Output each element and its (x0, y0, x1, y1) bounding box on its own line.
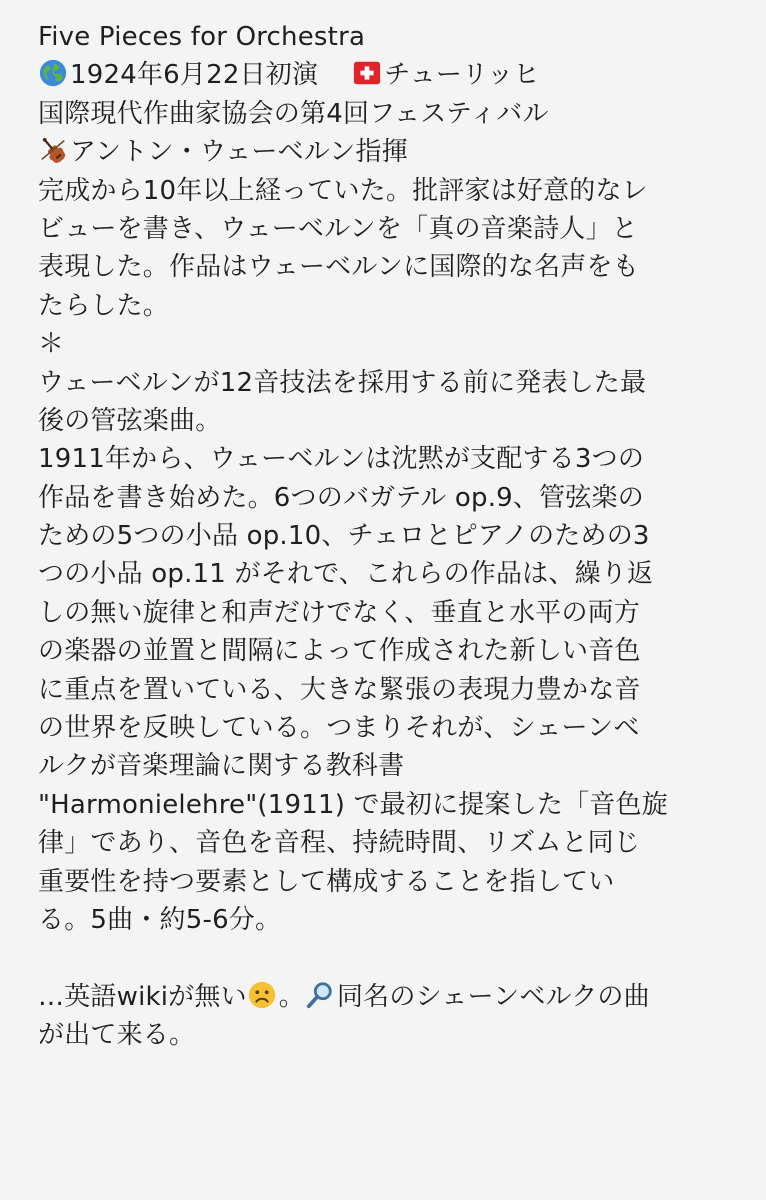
swiss-flag-icon (352, 58, 382, 88)
para3-line: に重点を置いている、大きな緊張の表現力豊かな音 (38, 674, 641, 705)
para3-line: 律」であり、音色を音程、持続時間、リズムと同じ (38, 828, 641, 859)
para3-line: "Harmonielehre"(1911) で最初に提案した「音色旋 (38, 789, 668, 820)
para1-line: 完成から10年以上経っていた。批評家は好意的なレ (38, 175, 648, 206)
footer-text-c: 同名のシェーンベルクの曲 (336, 981, 650, 1012)
globe-icon (38, 58, 68, 88)
festival-line: 国際現代作曲家協会の第4回フェスティバル (38, 98, 549, 129)
para1-line: たらした。 (38, 290, 170, 321)
premiere-city: チューリッヒ (384, 60, 540, 91)
conductor-text: アントン・ウェーベルン指揮 (70, 137, 408, 168)
separator: ＊ (38, 329, 65, 360)
footer-text-b: 。 (278, 981, 305, 1012)
footer-text-a: …英語wikiが無い (38, 981, 247, 1012)
para3-line: しの無い旋律と和声だけでなく、垂直と水平の両方 (38, 597, 641, 628)
para3-line: 1911年から、ウェーベルンは沈黙が支配する3つの (38, 444, 645, 475)
para3-line: ための5つの小品 op.10、チェロとピアノのための3 (38, 521, 650, 552)
frowning-face-icon (247, 980, 277, 1010)
para3-line: の楽器の並置と間隔によって作成された新しい音色 (38, 636, 641, 667)
note-body (38, 18, 728, 1055)
blank-line (38, 939, 728, 977)
para2-line: ウェーベルンが12音技法を採用する前に発表した最 (38, 367, 647, 398)
note-title: Five Pieces for Orchestra (38, 22, 366, 52)
footer-line (38, 978, 728, 1016)
para3-line: つの小品 op.11 がそれで、これらの作品は、繰り返 (38, 559, 654, 590)
para1-line: 表現した。作品はウェーベルンに国際的な名声をも (38, 252, 639, 283)
violin-icon (38, 135, 68, 165)
premiere-date: 1924年6月22日初演 (70, 60, 319, 91)
para1-line: ビューを書き、ウェーベルンを「真の音楽詩人」と (38, 213, 638, 244)
conductor-line (38, 133, 728, 171)
para3-line: る。5曲・約5-6分。 (38, 904, 282, 935)
para3-line: の世界を反映している。つまりそれが、シェーンベ (38, 713, 640, 744)
para2-line: 後の管弦楽曲。 (38, 405, 222, 436)
footer-line-2: が出て来る。 (38, 1020, 196, 1051)
para3-line: 重要性を持つ要素として構成することを指してい (38, 866, 615, 897)
premiere-line (38, 56, 728, 94)
para3-line: ルクが音楽理論に関する教科書 (38, 751, 405, 782)
para3-line: 作品を書き始めた。6つのバガテル op.9、管弦楽の (38, 482, 644, 513)
magnifying-glass-icon (305, 980, 335, 1010)
